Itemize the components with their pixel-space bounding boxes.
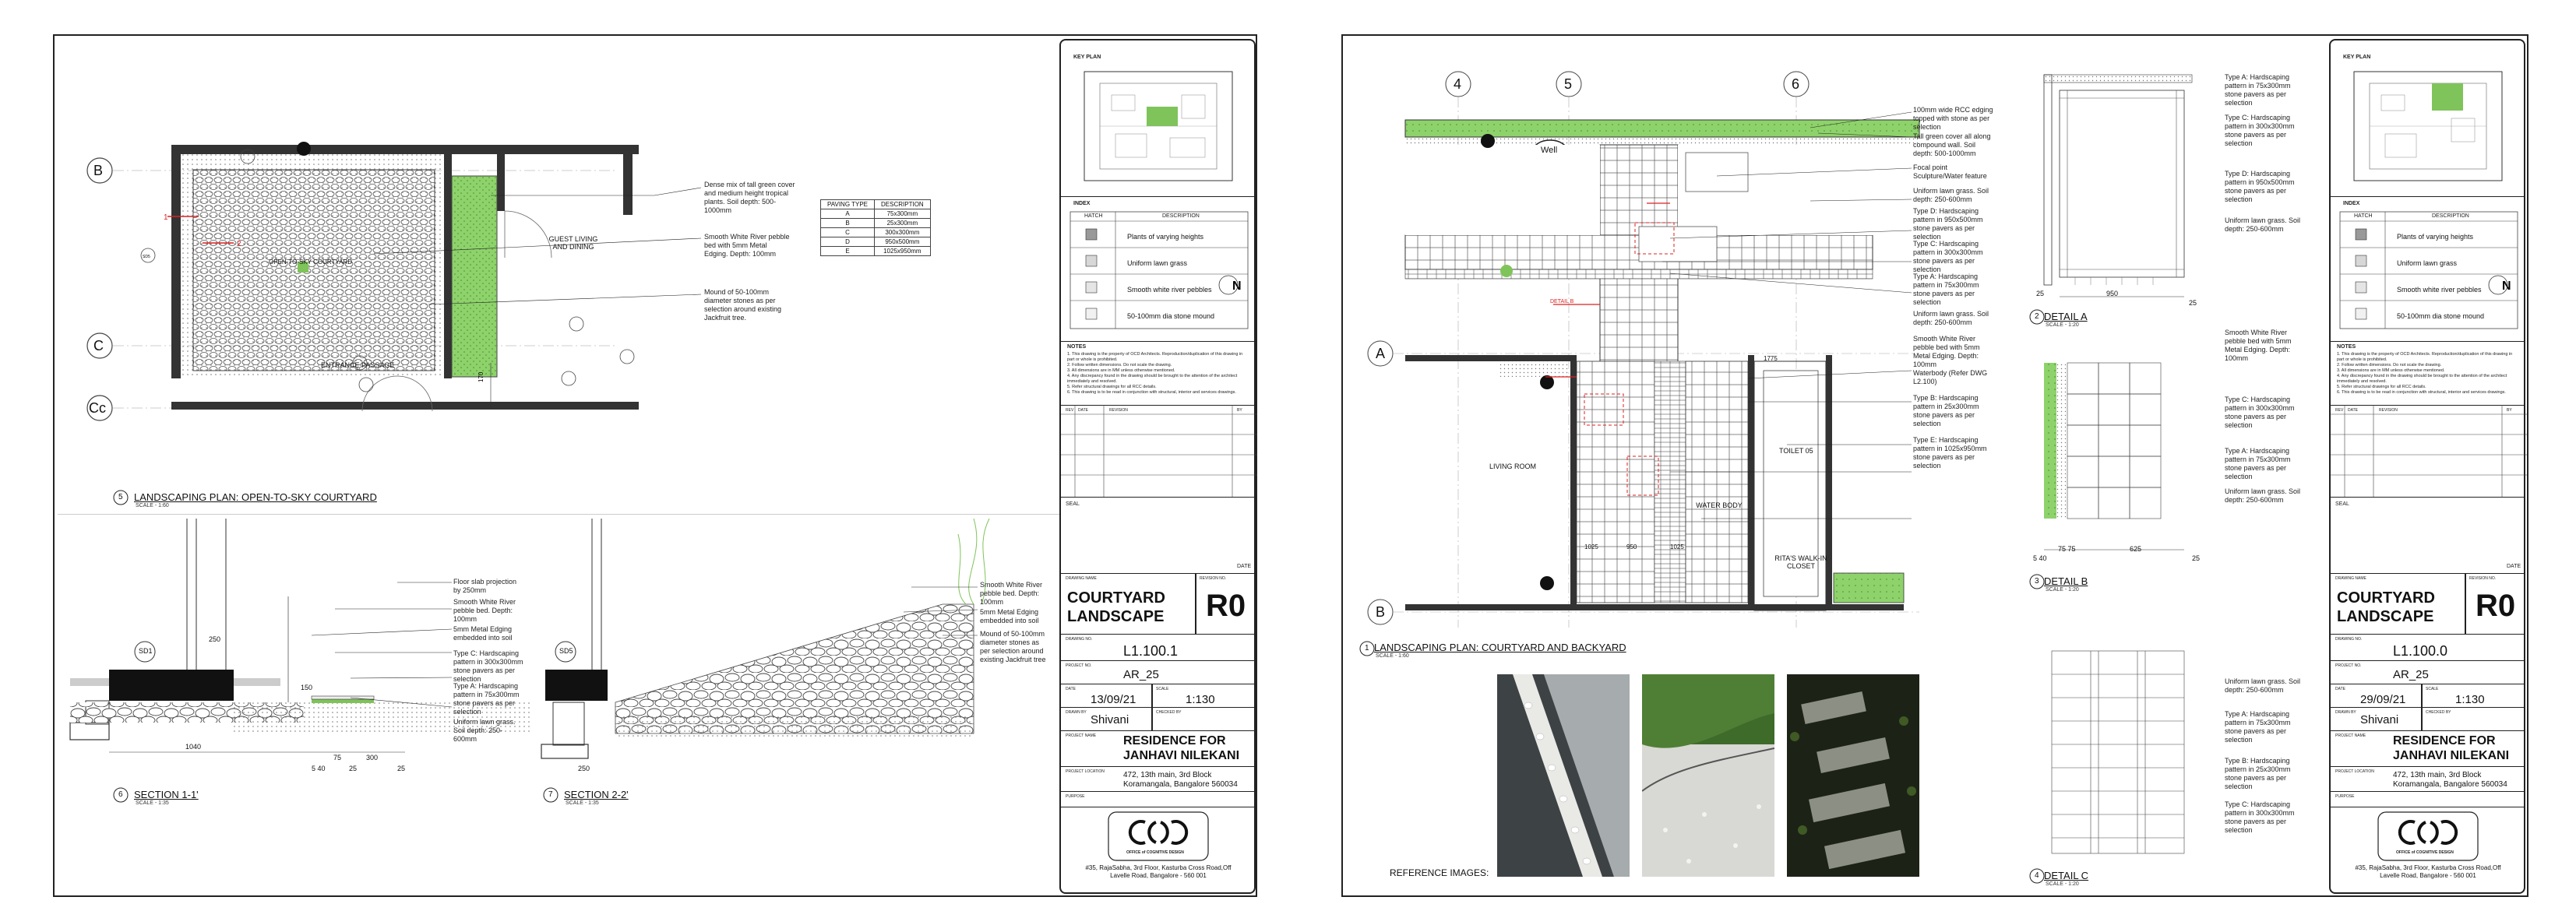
paving-cell: 300x300mm xyxy=(875,228,931,237)
grid-label-a: A xyxy=(1376,346,1386,361)
detail-b-drawing xyxy=(2028,332,2200,589)
plan-dim-1025b: 1025 xyxy=(1670,543,1684,550)
section-2-drawing xyxy=(537,519,1020,799)
revision-no-label-2: REVISION NO. xyxy=(2469,576,2497,581)
firm-address-2: #35, RajaSabha, 3rd Floor, Kasturba Cross Road,Off Lavelle Road, Bangalore - 560 001 xyxy=(2355,864,2501,879)
s2-plan-note-7: Type A: Hardscaping pattern in 75x300mm stone pavers as per selection xyxy=(1913,273,1979,306)
project-name: RESIDENCE FOR JANHAVI NILEKANI xyxy=(1123,734,1240,762)
room-water-body: WATER BODY xyxy=(1696,501,1743,509)
drawn-by-value-2: Shivani xyxy=(2360,713,2399,726)
project-location-label: PROJECT LOCATION xyxy=(1066,769,1105,774)
section-2-scale: SCALE - 1:35 xyxy=(566,800,599,806)
grid-label-c: C xyxy=(93,338,104,353)
s2-plan-note-8: Uniform lawn grass. Soil depth: 250-600mm xyxy=(1913,310,1989,326)
paving-cell: 75x300mm xyxy=(875,209,931,219)
reference-images-label: REFERENCE IMAGES: xyxy=(1390,867,1489,878)
s2-dim-250: 250 xyxy=(578,765,590,772)
tb-note-5: 5. Refer structural drawings for all RCC details. xyxy=(1067,385,1157,389)
reference-image-pebble-edge xyxy=(1497,674,1630,877)
detail-b-title: DETAIL B xyxy=(2044,575,2088,587)
detail-a-scale: SCALE - 1:20 xyxy=(2046,322,2079,328)
firm-name-2: OFFICE of COGNITIVE DESIGN xyxy=(2396,850,2454,855)
s1-dim-540: 5 40 xyxy=(312,765,326,772)
firm-address: #35, RajaSabha, 3rd Floor, Kasturba Cross Road,Off Lavelle Road, Bangalore - 560 001 xyxy=(1085,864,1232,879)
scale-value: 1:130 xyxy=(1186,693,1215,706)
well-label: Well xyxy=(1541,146,1558,155)
project-no-label-2: PROJECT NO. xyxy=(2335,663,2362,668)
notes-label-2: NOTES xyxy=(2337,344,2356,350)
project-location: 472, 13th main, 3rd Block Koramangala, Bangalore 560034 xyxy=(1123,771,1238,789)
room-living: LIVING ROOM xyxy=(1489,463,1537,470)
key-plan-label-2: KEY PLAN xyxy=(2343,55,2371,60)
detail-a-number: 2 xyxy=(2035,312,2039,321)
grid-label-6: 6 xyxy=(1792,76,1800,92)
tb2-note-1: 1. This drawing is the property of OCD Architects. Reproduction/duplication of this drawing in part or whole is prohibited. xyxy=(2337,352,2513,362)
detail-a-dim-1: 25 xyxy=(2036,290,2045,297)
plan-5-number: 5 xyxy=(118,493,123,501)
detail-b-dim-1: 5 40 xyxy=(2033,554,2047,562)
index-header-hatch: HATCH xyxy=(1084,213,1103,219)
tb2-note-3: 3. All dimensions are in MM unless otherwise mentioned. xyxy=(2337,368,2445,373)
plan-dim-1775: 1775 xyxy=(1764,355,1778,362)
scale-label: SCALE xyxy=(1156,687,1169,691)
plan-1-number: 1 xyxy=(1365,644,1369,652)
detail-c-drawing xyxy=(2028,643,2200,877)
plan-note-1: Dense mix of tall green cover and medium height tropical plants. Soil depth: 500-1000mm xyxy=(704,181,795,214)
detail-b-number: 3 xyxy=(2035,577,2039,586)
s2-note-2: 5mm Metal Edging embedded into soil xyxy=(980,608,1039,624)
drawing-name-label-2: DRAWING NAME xyxy=(2335,576,2366,581)
detail-b-note-3: Type A: Hardscaping pattern in 75x300mm stone pavers as per selection xyxy=(2225,447,2291,480)
detail-a-note-3: Type D: Hardscaping pattern in 950x500mm stone pavers as per selection xyxy=(2225,170,2295,203)
drawing-no: L1.100.1 xyxy=(1123,643,1179,659)
project-location-label-2: PROJECT LOCATION xyxy=(2335,769,2374,774)
firm-name: OFFICE of COGNITIVE DESIGN xyxy=(1126,850,1184,855)
detail-b-dim-2: 75 75 xyxy=(2058,545,2076,553)
seal-label: SEAL xyxy=(1066,501,1080,507)
detail-a-dim-2: 950 xyxy=(2106,290,2119,297)
seal-date-label-2: DATE xyxy=(2507,564,2521,569)
seal-date-label: DATE xyxy=(1237,564,1252,569)
detail-b-note-2: Type C: Hardscaping pattern in 300x300mm stone pavers as per selection xyxy=(2225,396,2295,429)
paving-cell: C xyxy=(821,228,875,237)
detail-a-drawing xyxy=(2028,51,2200,316)
index-row-1-b: Plants of varying heights xyxy=(2397,233,2474,241)
rev-header-rev: REV xyxy=(1066,408,1074,413)
detail-c-scale: SCALE - 1:20 xyxy=(2046,881,2079,887)
project-name-label: PROJECT NAME xyxy=(1066,733,1097,738)
paving-cell: 950x500mm xyxy=(875,237,931,247)
s1-dim-25: 25 xyxy=(349,765,358,772)
s1-dim-25b: 25 xyxy=(397,765,406,772)
reference-image-stepping-stones xyxy=(1787,674,1919,877)
index-row-2: Uniform lawn grass xyxy=(1127,259,1188,267)
s2-note-1: Smooth White River pebble bed. Depth: 100mm xyxy=(980,581,1043,606)
project-location-2: 472, 13th main, 3rd Block Koramangala, Bangalore 560034 xyxy=(2393,771,2507,789)
tb2-note-5: 5. Refer structural drawings for all RCC details. xyxy=(2337,385,2426,389)
rev-header-date: DATE xyxy=(1078,408,1088,413)
project-name-label-2: PROJECT NAME xyxy=(2335,733,2366,738)
entrance-label: ENTRANCE PASSAGE xyxy=(321,361,395,369)
tb-note-3: 3. All dimensions are in MM unless otherwise mentioned. xyxy=(1067,368,1175,373)
s2-plan-note-4: Uniform lawn grass. Soil depth: 250-600mm xyxy=(1913,187,1989,203)
s1-note-4: Type C: Hardscaping pattern in 300x300mm stone pavers as per selection xyxy=(453,649,523,683)
detail-b-dim-4: 25 xyxy=(2192,554,2201,562)
sd1-tag: SD1 xyxy=(139,647,153,655)
paving-cell: E xyxy=(821,247,875,256)
svg-text:1: 1 xyxy=(164,213,168,222)
plan-dim-950: 950 xyxy=(1626,543,1637,550)
drawing-name: COURTYARD LANDSCAPE xyxy=(1067,589,1165,625)
room-closet: RITA'S WALK-IN CLOSET xyxy=(1774,554,1827,570)
grid-label-cc: Cc xyxy=(89,400,106,416)
section-1-title: SECTION 1-1' xyxy=(134,789,199,800)
s2-plan-note-3: Focal point Sculpture/Water feature xyxy=(1913,164,1987,180)
detail-a-title: DETAIL A xyxy=(2044,311,2088,322)
svg-text:2: 2 xyxy=(237,240,241,248)
seal-label-2: SEAL xyxy=(2335,501,2349,507)
grid-label-4: 4 xyxy=(1454,76,1462,92)
index-header-description-2: DESCRIPTION xyxy=(2432,213,2469,219)
revision-no-label: REVISION NO. xyxy=(1200,576,1227,581)
index-row-3-b: Smooth white river pebbles xyxy=(2397,286,2482,294)
sd5-tag: SD5 xyxy=(559,647,573,655)
plan-1-title: LANDSCAPING PLAN: COURTYARD AND BACKYARD xyxy=(1374,642,1626,653)
paving-header-type: PAVING TYPE xyxy=(821,200,875,209)
project-name-2: RESIDENCE FOR JANHAVI NILEKANI xyxy=(2393,734,2510,762)
index-row-2-b: Uniform lawn grass xyxy=(2397,259,2458,267)
title-block-2 xyxy=(2329,39,2525,894)
pebble-bed xyxy=(193,170,435,371)
index-row-1: Plants of varying heights xyxy=(1127,233,1204,241)
detail-c-number: 4 xyxy=(2035,871,2039,880)
svg-text:SD5: SD5 xyxy=(143,255,150,259)
index-header-hatch-2: HATCH xyxy=(2354,213,2373,219)
s2-plan-note-11: Type B: Hardscaping pattern in 25x300mm stone pavers as per selection xyxy=(1913,394,1979,427)
section-1-number: 6 xyxy=(118,790,123,799)
project-no-label: PROJECT NO. xyxy=(1066,663,1092,668)
plan-dim-1025a: 1025 xyxy=(1584,543,1598,550)
s1-dim-75: 75 xyxy=(333,754,342,762)
grid-label-5: 5 xyxy=(1564,76,1573,92)
drawing-name-label: DRAWING NAME xyxy=(1066,576,1097,581)
checked-by-label: CHECKED BY xyxy=(1156,710,1182,715)
section-2-number: 7 xyxy=(548,790,553,799)
paving-cell: 1025x950mm xyxy=(875,247,931,256)
scale-value-2: 1:130 xyxy=(2455,693,2485,706)
paving-cell: D xyxy=(821,237,875,247)
detail-b-dim-3: 625 xyxy=(2130,545,2142,553)
revision-value-2: R0 xyxy=(2476,589,2516,623)
svg-text:170: 170 xyxy=(477,371,485,382)
project-no-2: AR_25 xyxy=(2393,668,2429,681)
rev-header-revision: REVISION xyxy=(1109,408,1128,413)
date-label: DATE xyxy=(1066,687,1076,691)
reference-image-lawn-pebbles xyxy=(1642,674,1774,877)
date-label-2: DATE xyxy=(2335,687,2345,691)
detail-c-note-2: Type A: Hardscaping pattern in 75x300mm stone pavers as per selection xyxy=(2225,710,2291,744)
purpose-label-2: PURPOSE xyxy=(2335,794,2355,799)
drawn-by-label: DRAWN BY xyxy=(1066,710,1087,715)
checked-by-label-2: CHECKED BY xyxy=(2426,710,2451,715)
date-value: 13/09/21 xyxy=(1091,693,1136,706)
section-2-title: SECTION 2-2' xyxy=(564,789,629,800)
s2-plan-note-2: Tall green cover all along compound wall. Soil depth: 500-1000mm xyxy=(1913,132,1991,157)
index-label-2: INDEX xyxy=(2343,201,2360,206)
index-row-4: 50-100mm dia stone mound xyxy=(1127,312,1215,320)
tb2-note-6: 6. This drawing is to be read in conjunction with structural, interior and services drawings. xyxy=(2337,390,2506,395)
paving-cell: A xyxy=(821,209,875,219)
detail-c-title: DETAIL C xyxy=(2044,870,2089,881)
date-value-2: 29/09/21 xyxy=(2360,693,2406,706)
index-row-3: Smooth white river pebbles xyxy=(1127,286,1212,294)
section-1-scale: SCALE - 1:35 xyxy=(136,800,169,806)
tb-note-2: 2. Follow written dimensions. Do not scale the drawing. xyxy=(1067,363,1172,368)
s2-plan-note-1: 100mm wide RCC edging topped with stone as per selection xyxy=(1913,106,1993,131)
s1-dim-250: 250 xyxy=(209,635,221,643)
s2-note-3: Mound of 50-100mm diameter stones as per selection around existing Jackfruit tree xyxy=(980,630,1046,663)
paving-header-desc: DESCRIPTION xyxy=(875,200,931,209)
tb-note-4: 4. Any discrepancy found in the drawing should be brought to the attention of the architect immediately and resolved. xyxy=(1067,374,1238,384)
tb2-note-2: 2. Follow written dimensions. Do not scale the drawing. xyxy=(2337,363,2442,368)
detail-b-scale: SCALE - 1:20 xyxy=(2046,587,2079,593)
plan-note-3: Mound of 50-100mm diameter stones as per selection around existing Jackfruit tree. xyxy=(704,288,782,322)
drawing-no-label: DRAWING NO. xyxy=(1066,637,1093,642)
drawn-by-label-2: DRAWN BY xyxy=(2335,710,2356,715)
s1-dim-300: 300 xyxy=(366,754,379,762)
detail-b-note-4: Uniform lawn grass. Soil depth: 250-600mm xyxy=(2225,487,2301,504)
notes-label: NOTES xyxy=(1067,344,1087,350)
detail-a-note-2: Type C: Hardscaping pattern in 300x300mm stone pavers as per selection xyxy=(2225,114,2295,147)
rev-header-by: BY xyxy=(1237,408,1242,413)
project-no: AR_25 xyxy=(1123,668,1159,681)
detail-a-dim-3: 25 xyxy=(2189,299,2197,307)
courtyard-room-label: OPEN-TO-SKY COURTYARD xyxy=(269,259,352,266)
rev-header-rev-2: REV xyxy=(2335,408,2344,413)
rev-header-date-2: DATE xyxy=(2348,408,2358,413)
detail-c-note-1: Uniform lawn grass. Soil depth: 250-600mm xyxy=(2225,677,2301,694)
s2-plan-note-10: Waterbody (Refer DWG L2.100) xyxy=(1913,369,1988,385)
detail-a-note-1: Type A: Hardscaping pattern in 75x300mm stone pavers as per selection xyxy=(2225,73,2291,107)
drawing-sheet-1 xyxy=(53,34,1257,897)
rev-header-revision-2: REVISION xyxy=(2379,408,2398,413)
s1-note-2: Smooth White River pebble bed. Depth: 100mm xyxy=(453,598,516,623)
detail-b-note-1: Smooth White River pebble bed with 5mm Metal Edging. Depth: 100mm xyxy=(2225,329,2292,362)
guest-room-label: GUEST LIVING AND DINING xyxy=(548,235,598,251)
paving-cell: B xyxy=(821,219,875,228)
plan-5-scale: SCALE - 1:60 xyxy=(136,503,169,508)
drawing-no-label-2: DRAWING NO. xyxy=(2335,637,2363,642)
s2-plan-note-9: Smooth White River pebble bed with 5mm Metal Edging. Depth: 100mm xyxy=(1913,335,1980,368)
index-row-4-b: 50-100mm dia stone mound xyxy=(2397,312,2485,320)
grid-label-b: B xyxy=(93,163,104,178)
detail-b-tag: DETAIL B xyxy=(1550,299,1574,304)
s1-note-6: Uniform lawn grass. Soil depth: 250-600mm xyxy=(453,718,516,743)
scale-label-2: SCALE xyxy=(2426,687,2439,691)
key-plan-label: KEY PLAN xyxy=(1073,55,1101,60)
s1-dim-1040: 1040 xyxy=(185,743,202,751)
s1-note-3: 5mm Metal Edging embedded into soil xyxy=(453,625,513,642)
s2-plan-note-12: Type E: Hardscaping pattern in 1025x950mm stone pavers as per selection xyxy=(1913,436,1987,470)
courtyard-plan-drawing xyxy=(55,36,833,503)
purpose-label: PURPOSE xyxy=(1066,794,1085,799)
index-header-description: DESCRIPTION xyxy=(1162,213,1200,219)
drawing-sheet-2 xyxy=(1341,34,2528,897)
plan-note-2: Smooth White River pebble bed with 5mm Metal Edging. Depth: 100mm xyxy=(704,233,790,258)
s2-plan-note-5: Type D: Hardscaping pattern in 950x500mm stone pavers as per selection xyxy=(1913,207,1983,241)
detail-a-note-4: Uniform lawn grass. Soil depth: 250-600mm xyxy=(2225,216,2301,233)
revision-value: R0 xyxy=(1206,589,1246,623)
key-plan-drawing-2 xyxy=(2346,64,2510,188)
room-toilet: TOILET 05 xyxy=(1779,447,1813,455)
svg-text:N: N xyxy=(2502,280,2511,293)
detail-c-note-3: Type B: Hardscaping pattern in 25x300mm stone pavers as per selection xyxy=(2225,757,2291,790)
plan-5-title: LANDSCAPING PLAN: OPEN-TO-SKY COURTYARD xyxy=(134,491,377,503)
s1-note-1: Floor slab projection by 250mm xyxy=(453,578,517,594)
s2-plan-note-6: Type C: Hardscaping pattern in 300x300mm stone pavers as per selection xyxy=(1913,240,1983,273)
grid-label-b2: B xyxy=(1376,604,1386,620)
courtyard-backyard-plan-drawing xyxy=(1343,36,1935,659)
paving-type-table xyxy=(820,199,931,256)
tb-note-6: 6. This drawing is to be read in conjunction with structural, interior and services drawings. xyxy=(1067,390,1236,395)
detail-c-note-4: Type C: Hardscaping pattern in 300x300mm stone pavers as per selection xyxy=(2225,800,2295,834)
s1-note-5: Type A: Hardscaping pattern in 75x300mm stone pavers as per selection xyxy=(453,682,520,716)
key-plan-drawing xyxy=(1077,64,1240,188)
tb2-note-4: 4. Any discrepancy found in the drawing should be brought to the attention of the architect immediately and resolved. xyxy=(2337,374,2507,384)
lawn-strip xyxy=(452,176,497,377)
plan-1-scale: SCALE - 1:60 xyxy=(1376,653,1409,659)
tb-note-1: 1. This drawing is the property of OCD Architects. Reproduction/duplication of this drawing in part or whole is prohibited. xyxy=(1067,352,1243,362)
svg-text:N: N xyxy=(1232,280,1242,293)
drawn-by-value: Shivani xyxy=(1091,713,1129,726)
s1-dim-150: 150 xyxy=(301,684,313,691)
rev-header-by-2: BY xyxy=(2507,408,2512,413)
index-label: INDEX xyxy=(1073,201,1091,206)
paving-cell: 25x300mm xyxy=(875,219,931,228)
drawing-no-2: L1.100.0 xyxy=(2393,643,2448,659)
title-block-1 xyxy=(1059,39,1256,894)
drawing-name-2: COURTYARD LANDSCAPE xyxy=(2337,589,2435,625)
